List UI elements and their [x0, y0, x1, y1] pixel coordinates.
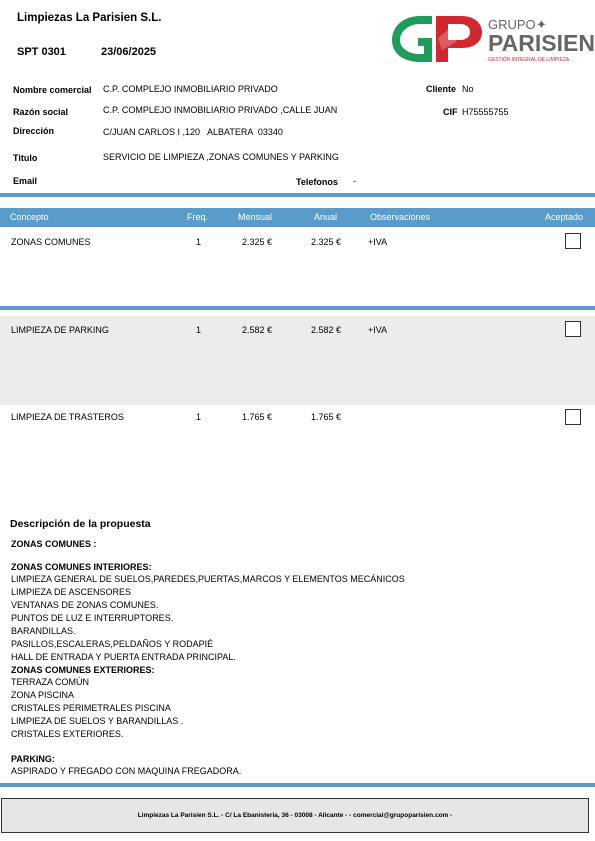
- aceptado-checkbox[interactable]: [565, 409, 581, 425]
- label-email: Email: [13, 176, 38, 186]
- footer-divider: [0, 783, 595, 787]
- description-line: LIMPIEZA DE SUELOS Y BARANDILLAS .: [11, 716, 184, 726]
- row-mensual: 2.582 €: [242, 325, 273, 335]
- document-date: 23/06/2025: [101, 46, 157, 58]
- value-telefonos: -: [353, 176, 356, 186]
- row-observaciones: +IVA: [368, 325, 388, 335]
- description-line: LIMPIEZA GENERAL DE SUELOS,PAREDES,PUERTAS,MARCOS Y ELEMENTOS MECÁNICOS: [11, 574, 405, 584]
- aceptado-checkbox[interactable]: [565, 233, 581, 249]
- logo-line2: PARISIEN: [488, 30, 595, 56]
- description-line: TERRAZA COMÚN: [11, 677, 90, 687]
- value-razon-social: C.P. COMPLEJO INMOBILIARIO PRIVADO ,CALLE JUAN: [103, 105, 338, 115]
- col-freq: Freq.: [187, 212, 209, 222]
- description-line: VENTANAS DE ZONAS COMUNES.: [11, 600, 159, 610]
- row-anual: 2.582 €: [311, 325, 342, 335]
- table-row: [0, 227, 595, 306]
- description-line: LIMPIEZA DE ASCENSORES: [11, 587, 132, 597]
- row-freq: 1: [196, 412, 202, 422]
- label-razon-social: Razón social: [13, 107, 69, 117]
- value-cliente: No: [462, 84, 474, 94]
- company-logo: [390, 12, 595, 64]
- description-line: ZONAS COMUNES :: [11, 539, 97, 549]
- label-telefonos: Telefonos: [296, 177, 338, 187]
- description-line: ZONAS COMUNES INTERIORES:: [11, 562, 152, 572]
- col-concepto: Concepto: [10, 212, 49, 222]
- col-anual: Anual: [314, 212, 338, 222]
- description-line: PARKING:: [11, 754, 55, 764]
- row-concepto: LIMPIEZA DE PARKING: [11, 325, 109, 335]
- row-anual: 1.765 €: [311, 412, 342, 422]
- label-titulo: Titulo: [13, 153, 38, 163]
- row-anual: 2.325 €: [311, 237, 342, 247]
- description-line: ZONAS COMUNES EXTERIORES:: [11, 665, 155, 675]
- value-direccion: C/JUAN CARLOS I ,120 ALBATERA 03340: [103, 127, 283, 137]
- description-line: PASILLOS,ESCALERAS,PELDAÑOS Y RODAPIÉ: [11, 639, 214, 649]
- description-line: PUNTOS DE LUZ E INTERRUPTORES.: [11, 613, 174, 623]
- description-line: HALL DE ENTRADA Y PUERTA ENTRADA PRINCIPAL.: [11, 652, 236, 662]
- col-mensual: Mensual: [238, 212, 273, 222]
- value-cif: H75555755: [462, 107, 509, 117]
- description-line: BARANDILLAS.: [11, 626, 76, 636]
- row-concepto: ZONAS COMUNES: [11, 237, 91, 247]
- col-observaciones: Observaciones: [370, 212, 431, 222]
- table-row: [0, 405, 595, 495]
- label-direccion: Dirección: [13, 126, 55, 136]
- company-name: Limpiezas La Parisien S.L.: [17, 12, 162, 24]
- description-line: CRISTALES PERIMETRALES PISCINA: [11, 703, 171, 713]
- label-cif: CIF: [443, 107, 458, 117]
- description-line: CRISTALES EXTERIORES.: [11, 729, 124, 739]
- label-cliente: Cliente: [426, 84, 457, 94]
- grupo-parisien-logo-icon: [390, 12, 595, 64]
- row-mensual: 2.325 €: [242, 237, 273, 247]
- description-line: ZONA PISCINA: [11, 690, 75, 700]
- row-divider: [0, 306, 595, 310]
- label-nombre-comercial: Nombre comercial: [13, 85, 92, 95]
- svg-text:✦: ✦: [536, 18, 547, 33]
- logo-line1: GRUPO: [488, 17, 536, 32]
- value-titulo: SERVICIO DE LIMPIEZA ,ZONAS COMUNES Y PARKING: [103, 152, 339, 162]
- table-header: [0, 208, 595, 227]
- row-freq: 1: [196, 237, 202, 247]
- value-nombre-comercial: C.P. COMPLEJO INMOBILIARIO PRIVADO: [103, 84, 278, 94]
- row-concepto: LIMPIEZA DE TRASTEROS: [11, 412, 124, 422]
- col-aceptado: Aceptado: [545, 212, 584, 222]
- description-title: Descripción de la propuesta: [10, 518, 151, 530]
- table-row: [0, 316, 595, 405]
- section-divider: [0, 193, 595, 197]
- description-line: ASPIRADO Y FREGADO CON MAQUINA FREGADORA.: [11, 766, 242, 776]
- footer-text: Limpiezas La Parisien S.L. - C/ La Ebanisteria, 36 - 03008 - Alicante - - comercial@grupoparisien.com -: [137, 812, 453, 819]
- row-mensual: 1.765 €: [242, 412, 273, 422]
- logo-tagline: GESTIÓN INTEGRAL DE LIMPIEZA: [488, 57, 570, 63]
- document-code: SPT 0301: [17, 46, 66, 58]
- row-freq: 1: [196, 325, 202, 335]
- row-observaciones: +IVA: [368, 237, 388, 247]
- aceptado-checkbox[interactable]: [565, 321, 581, 337]
